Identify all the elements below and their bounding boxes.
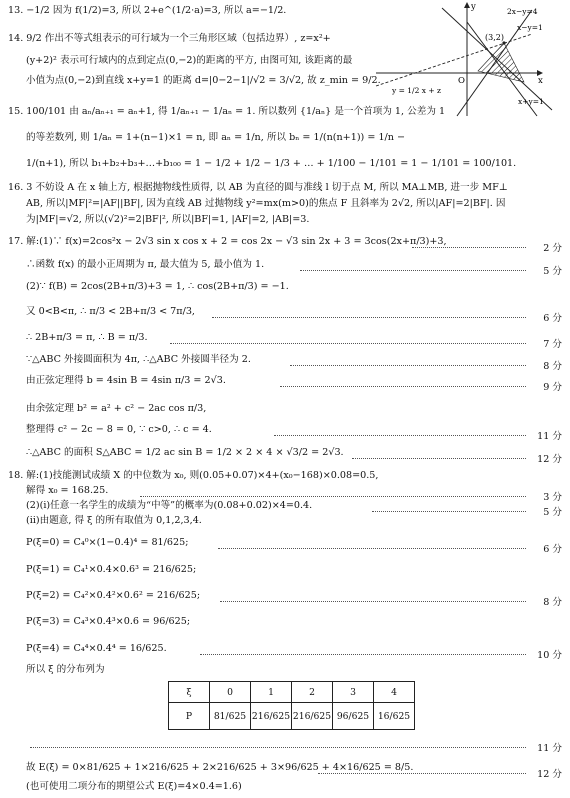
text-line: AB, 所以|MF|²=|AF||BF|, 因为直线 AB 过抛物线 y²=mx(m>0)的焦点 F 且斜率为 2√2, 所以|AF|=2|BF|. 因: [26, 198, 506, 209]
text-line: 17. 解:(1)∵ f(x)=2cos²x − 2√3 sin x cos x + 2 = cos 2x − √3 sin 2x + 3 = 3cos(2x+π/3)+3,: [8, 236, 447, 247]
score-mark: 5 分: [543, 507, 562, 518]
axis-label-x: x: [538, 76, 543, 86]
feasible-region-graph: [372, 0, 562, 118]
text-line: P(ξ=1) = C₄¹×0.4×0.6³ = 216/625;: [26, 564, 197, 575]
score-mark: 2 分: [543, 243, 562, 254]
text-line: 16. 3 不妨设 A 在 x 轴上方, 根据抛物线性质得, 以 AB 为直径的圆与准线 l 切于点 M, 所以 MA⊥MB, 进一步 MF⊥: [8, 182, 508, 193]
distribution-table: [168, 681, 415, 730]
score-mark: 11 分: [537, 431, 562, 442]
line-label: x+y=1: [518, 97, 544, 106]
line-label: y = 1/2 x + z: [392, 86, 441, 95]
origin-label: O: [458, 76, 465, 86]
text-line: (ⅱ)由题意, 得 ξ 的所有取值为 0,1,2,3,4.: [26, 515, 202, 526]
table-cell: 4: [374, 682, 415, 703]
point-label: (3,2): [485, 33, 504, 42]
text-line: 13. −1/2 因为 f(1/2)=3, 所以 2+e^(1/2·a)=3, 所以 a=−1/2.: [8, 5, 287, 16]
table-cell: 216/625: [251, 703, 292, 730]
line-label: 2x−y=4: [507, 7, 538, 16]
text-line: P(ξ=3) = C₄³×0.4³×0.6 = 96/625;: [26, 616, 191, 627]
score-mark: 7 分: [543, 339, 562, 350]
score-mark: 3 分: [543, 492, 562, 503]
score-mark: 10 分: [537, 650, 562, 661]
text-line: P(ξ=0) = C₄⁰×(1−0.4)⁴ = 81/625;: [26, 537, 189, 548]
text-line: 的等差数列, 则 1/aₙ = 1+(n−1)×1 = n, 即 aₙ = 1/n, 所以 bₙ = 1/(n(n+1)) = 1/n −: [26, 132, 406, 143]
table-row: [169, 703, 415, 730]
table-cell: 216/625: [292, 703, 333, 730]
text-line: 1/(n+1), 所以 b₁+b₂+b₃+…+b₁₀₀ = 1 − 1/2 + 1/2 − 1/3 + … + 1/100 − 1/101 = 1 − 1/101 = 100/101.: [26, 158, 517, 169]
text-line: ∴函数 f(x) 的最小正周期为 π, 最大值为 5, 最小值为 1.: [26, 259, 265, 270]
text-line: 小值为点(0,−2)到直线 x+y=1 的距离 d=|0−2−1|/√2 = 3/√2, 故 z_min = 9/2.: [26, 75, 381, 86]
score-mark: 8 分: [543, 597, 562, 608]
table-cell: 96/625: [333, 703, 374, 730]
table-header-row: [169, 682, 415, 703]
score-mark: 8 分: [543, 361, 562, 372]
text-line: 由正弦定理得 b = 4sin B = 4sin π/3 = 2√3.: [26, 375, 226, 386]
text-line: 整理得 c² − 2c − 8 = 0, ∵ c>0, ∴ c = 4.: [26, 424, 212, 435]
table-cell: 16/625: [374, 703, 415, 730]
text-line: 15. 100/101 由 aₙ/aₙ₊₁ = aₙ+1, 得 1/aₙ₊₁ − 1/aₙ = 1. 所以数列 {1/aₙ} 是一个首项为 1, 公差为 1: [8, 106, 446, 117]
table-cell: 1: [251, 682, 292, 703]
text-line: ∴ 2B+π/3 = π, ∴ B = π/3.: [26, 332, 148, 343]
table-cell: P: [169, 703, 210, 730]
score-mark: 11 分: [537, 743, 562, 754]
text-line: P(ξ=2) = C₄²×0.4²×0.6² = 216/625;: [26, 590, 201, 601]
table-cell: 2: [292, 682, 333, 703]
text-line: 18. 解:(1)技能测试成绩 X 的中位数为 x₀, 则(0.05+0.07)×4+(x₀−168)×0.08=0.5,: [8, 470, 379, 481]
text-line: (也可使用二项分布的期望公式 E(ξ)=4×0.4=1.6): [26, 781, 242, 792]
text-line: ∵△ABC 外接圆面积为 4π, ∴△ABC 外接圆半径为 2.: [26, 354, 251, 365]
score-mark: 6 分: [543, 544, 562, 555]
text-line: 14. 9/2 作出不等式组表示的可行域为一个三角形区域（包括边界）, z=x²+: [8, 33, 331, 44]
score-mark: 5 分: [543, 266, 562, 277]
text-line: 又 0<B<π, ∴ π/3 < 2B+π/3 < 7π/3,: [26, 306, 195, 317]
text-line: (2)(ⅰ)任意一名学生的成绩为“中等”的概率为(0.08+0.02)×4=0.4.: [26, 500, 313, 511]
score-mark: 12 分: [537, 454, 562, 465]
text-line: (2)∵ f(B) = 2cos(2B+π/3)+3 = 1, ∴ cos(2B+π/3) = −1.: [26, 281, 289, 292]
score-mark: 12 分: [537, 769, 562, 780]
score-mark: 6 分: [543, 313, 562, 324]
text-line: (y+2)² 表示可行域内的点到定点(0,−2)的距离的平方, 由图可知, 该距离的最: [26, 55, 353, 66]
table-cell: ξ: [169, 682, 210, 703]
score-mark: 9 分: [543, 382, 562, 393]
line-label: x−y=1: [517, 23, 543, 32]
text-line: ∴△ABC 的面积 S△ABC = 1/2 ac sin B = 1/2 × 2 × 4 × √3/2 = 2√3.: [26, 447, 344, 458]
axis-label-y: y: [471, 2, 476, 12]
text-line: P(ξ=4) = C₄⁴×0.4⁴ = 16/625.: [26, 643, 167, 654]
text-line: 为|MF|=√2, 所以(√2)²=2|BF|², 所以|BF|=1, |AF|=2, |AB|=3.: [26, 214, 310, 225]
text-line: 解得 x₀ = 168.25.: [26, 485, 109, 496]
table-cell: 3: [333, 682, 374, 703]
text-line: 由余弦定理 b² = a² + c² − 2ac cos π/3,: [26, 403, 207, 414]
text-line: 故 E(ξ) = 0×81/625 + 1×216/625 + 2×216/625 + 3×96/625 + 4×16/625 = 8/5.: [26, 762, 414, 773]
table-cell: 81/625: [210, 703, 251, 730]
text-line: 所以 ξ 的分布列为: [26, 664, 105, 675]
table-cell: 0: [210, 682, 251, 703]
